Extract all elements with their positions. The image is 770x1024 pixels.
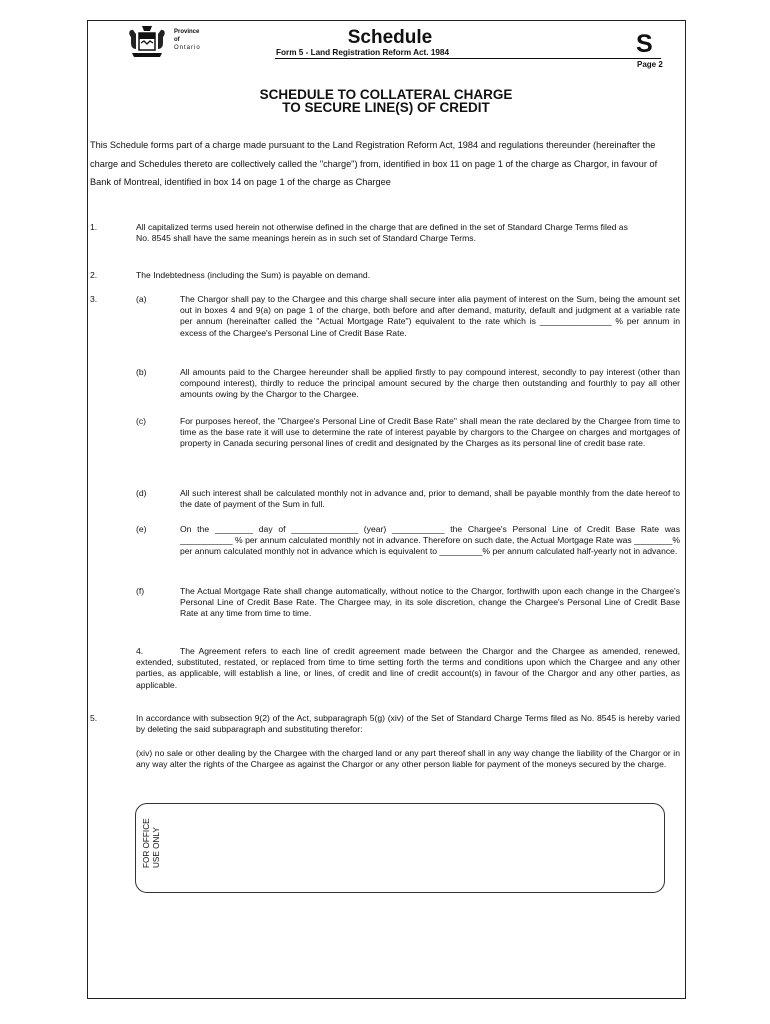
office-use-label [138, 810, 184, 870]
schedule-title: Schedule [347, 27, 433, 48]
section-2-number: 2. [90, 270, 98, 280]
province-label: Province of Ontario [174, 29, 201, 51]
section-2-text: The Indebtedness (including the Sum) is payable on demand. [136, 270, 371, 280]
section-1-text: All capitalized terms used herein not otherwise defined in the charge that are defined in the set of Standard Charge Terms filed as No. 8545 shall have the same meanings herein as in such set of Standard Charge Terms. [136, 222, 628, 244]
section-3a-text: The Chargor shall pay to the Chargee and this charge shall secure inter alia payment of interest on the Sum, being the amount set out in boxes 4 and 9(a) on page 1 of the charge, both before and after demand, maturity, default and judgment at a variable rate per annum (hereinafter called the "Actual Mortgage Rate") equivalent to the rate which is _______________ % per annum in excess of the Chargee's Personal Line of Credit Base Rate. [180, 294, 680, 338]
section-3a-label: (a) [136, 294, 147, 304]
section-3b-text: All amounts paid to the Chargee hereunder shall be applied firstly to pay compound interest, secondly to pay interest (other than compound interest), thirdly to reduce the principal amount secured by the charge then outstanding and fourthly to pay all other amounts owing by the Chargor to the Chargee. [180, 367, 680, 400]
schedule-letter: S [636, 30, 653, 58]
section-3e-text: On the ________ day of ______________ (year) ___________ the Chargee's Personal Line of Credit Base Rate was ___________ % per annum calculated monthly not in advance. Therefore on such date, the Actual Mortgage Rate was ________% per annum calculated monthly not in advance which is equivalent to _________% per annum calculated half-yearly not in advance. [180, 524, 680, 557]
section-3c-text: For purposes hereof, the "Chargee's Personal Line of Credit Base Rate" shall mean the rate declared by the Chargee from time to time as the base rate it will use to determine the rate of interest payable by chargors to the Chargee on charges and mortgages of property in Canada securing personal lines of credit and designated by the Charges as its personal line of credit base rate. [180, 416, 680, 449]
section-3f-text: The Actual Mortgage Rate shall change automatically, without notice to the Chargor, forthwith upon each change in the Chargee's Personal Line of Credit Base Rate. The Chargee may, in its sole discretion, change the Chargee's Personal Line of Credit Base Rate at any time from time to time. [180, 586, 680, 619]
section-3e-label: (e) [136, 524, 147, 534]
page-number: Page 2 [637, 60, 663, 69]
section-3c-label: (c) [136, 416, 147, 426]
office-use-line1: FOR OFFICE [142, 818, 151, 868]
section-5-number: 5. [90, 713, 98, 723]
header-rule [275, 58, 661, 59]
section-3b-label: (b) [136, 367, 147, 377]
section-4-text: The Agreement refers to each line of credit agreement made between the Chargor and the Chargee as amended, renewed, extended, substituted, restated, or replaced from time to time setting forth the terms and conditions upon which the Chargee and any other parties, as applicable, will establish a line, or lines, of credit and line of credit account(s) in favour of the Chargor and any other parties, as applicable. [136, 646, 680, 690]
section-3d-text: All such interest shall be calculated monthly not in advance and, prior to demand, shall be payable monthly from the date hereof to the date of payment of the Sum in full. [180, 488, 680, 510]
section-4-number: 4. [136, 646, 144, 656]
section-1-number: 1. [90, 222, 98, 232]
section-5-text: In accordance with subsection 9(2) of the Act, subparagraph 5(g) (xiv) of the Set of Standard Charge Terms filed as No. 8545 is hereby varied by deleting the said subparagraph and substituting therefor: [136, 713, 680, 735]
intro-paragraph: This Schedule forms part of a charge made pursuant to the Land Registration Reform Act, 1984 and regulations thereunder (hereinafter the charge and Schedules thereto are collectively called the "charge") from, identified in box 11 on page 1 of the charge as Chargor, in favour of Bank of Montreal, identified in box 14 on page 1 of the charge as Chargee [90, 140, 658, 187]
document-title: SCHEDULE TO COLLATERAL CHARGE TO SECURE LINE(S) OF CREDIT [259, 87, 513, 115]
section-3f-label: (f) [136, 586, 145, 596]
office-use-line2: USE ONLY [152, 827, 161, 868]
form-reference: Form 5 - Land Registration Reform Act. 1984 [276, 48, 450, 57]
office-use-box [135, 803, 665, 893]
section-3d-label: (d) [136, 488, 147, 498]
section-5-subparagraph: (xiv) no sale or other dealing by the Chargee with the charged land or any part thereof shall in any way change the liability of the Chargor or in any way alter the rights of the Chargee as against the Chargor or any other person liable for payment of the moneys secured by the charge. [136, 748, 680, 770]
section-4 [136, 646, 680, 691]
section-3-number: 3. [90, 294, 98, 304]
ontario-coat-of-arms-icon [127, 25, 167, 59]
